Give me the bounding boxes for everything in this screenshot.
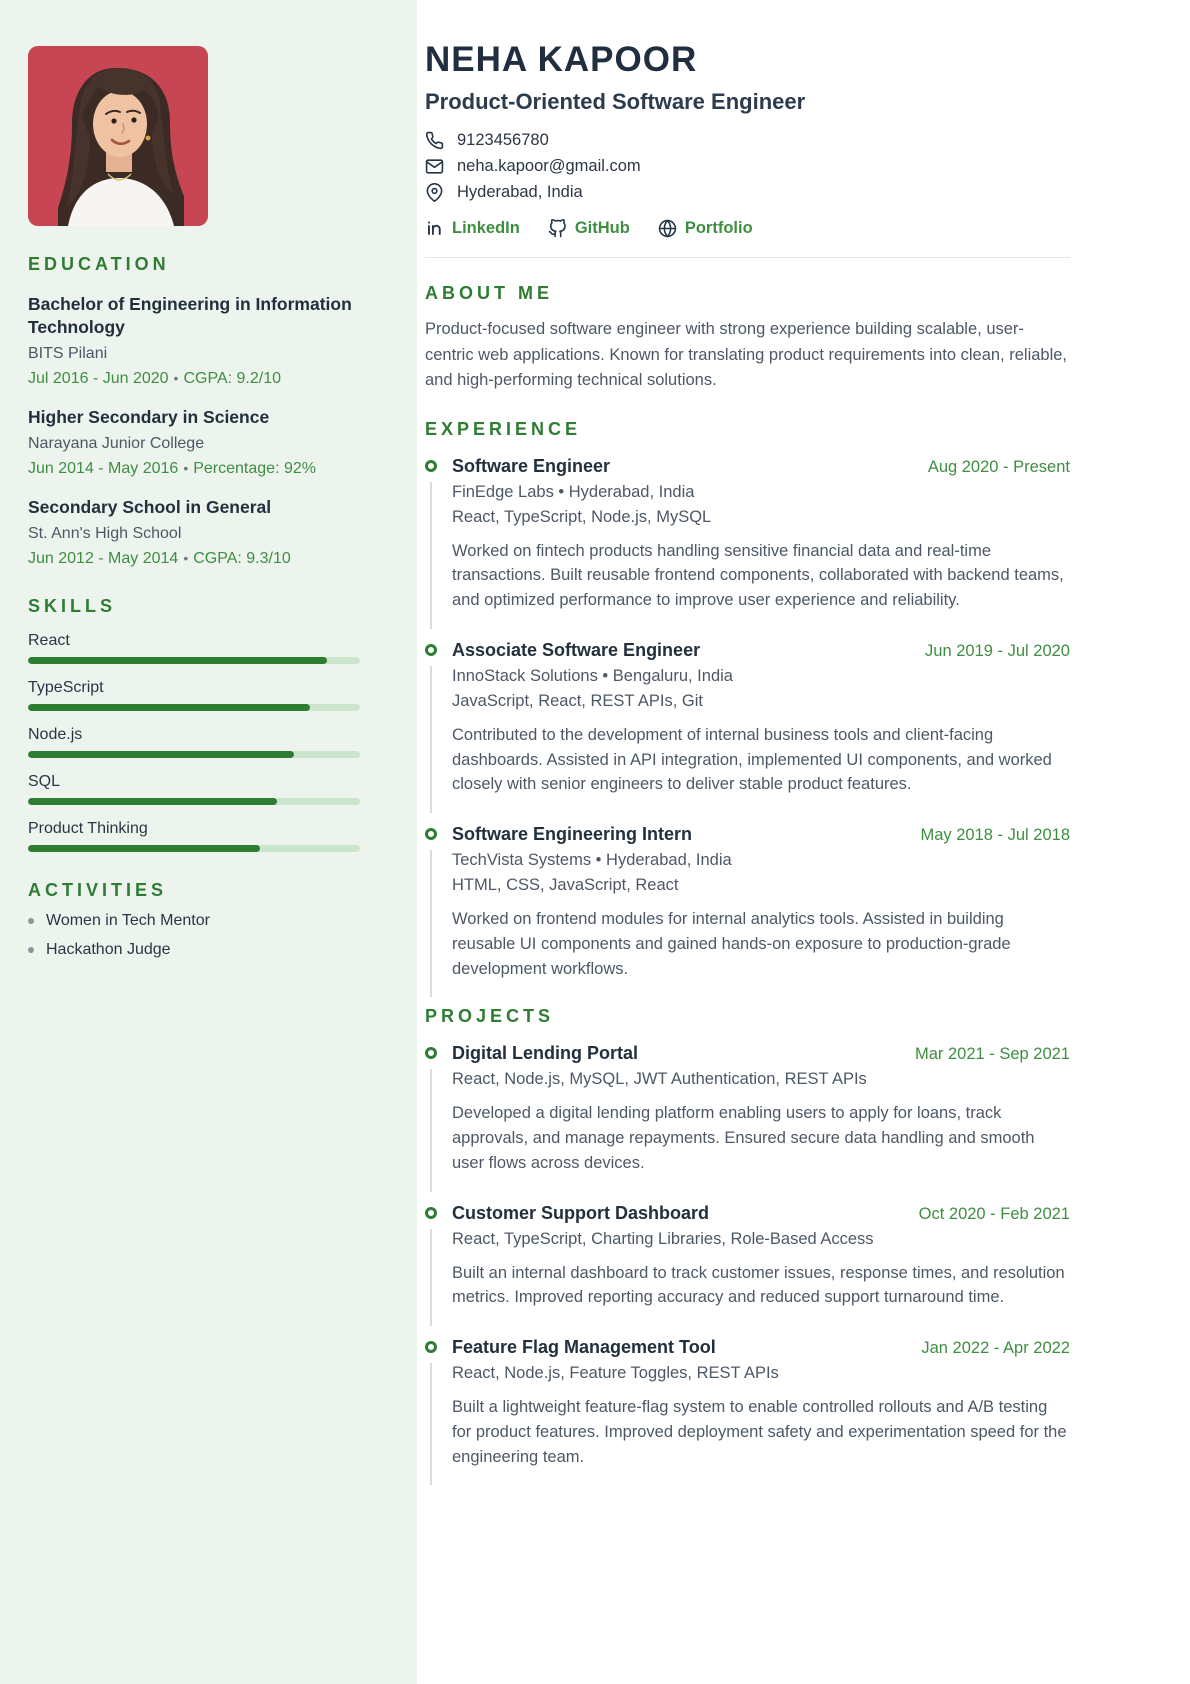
degree-title: Secondary School in General: [28, 497, 272, 518]
education-entry: [28, 406, 387, 478]
education-dates: [28, 370, 387, 388]
email-icon: [425, 157, 444, 176]
job-company: InnoStack Solutions • Bengaluru, India: [452, 666, 733, 685]
project-title: Digital Lending Portal: [452, 1043, 639, 1064]
contact-list: [425, 131, 1070, 202]
experience-entry: [425, 456, 1070, 613]
social-links-row: [425, 219, 1070, 238]
job-date-range: Aug 2020 - Present: [927, 457, 1070, 476]
portfolio-link[interactable]: [658, 219, 753, 238]
job-title: Software Engineering Intern: [452, 824, 693, 845]
github-icon: [548, 219, 567, 238]
skill-bar-track: [28, 798, 360, 805]
school-name: St. Ann's High School: [28, 525, 182, 543]
location-row: [425, 183, 1070, 202]
skill-name: Product Thinking: [28, 820, 148, 838]
project-description: Built an internal dashboard to track customer issues, response times, and resolution metrics. Improved reporting accuracy and reduced support turnaround time.: [452, 1263, 1065, 1307]
experience-entry: [425, 824, 1070, 981]
phone-number: 9123456780: [457, 131, 549, 149]
skill-bar-track: [28, 845, 360, 852]
education-dates: [28, 460, 387, 478]
job-date-range: Jun 2019 - Jul 2020: [925, 641, 1070, 660]
github-link[interactable]: [548, 219, 630, 238]
project-entry: [425, 1337, 1070, 1469]
education-heading: EDUCATION: [28, 254, 170, 274]
education-entry: [28, 496, 387, 568]
job-company: TechVista Systems • Hyderabad, India: [452, 851, 732, 870]
timeline-dot-icon: [425, 1047, 437, 1059]
email-address: neha.kapoor@gmail.com: [457, 157, 641, 175]
profile-photo: [28, 46, 208, 226]
portfolio-label: Portfolio: [684, 219, 753, 237]
education-period: Jun 2014 - May 2016: [28, 460, 179, 478]
education-metric: CGPA: 9.2/10: [183, 370, 281, 388]
github-label: GitHub: [574, 219, 630, 237]
skill-bar-track: [28, 657, 360, 664]
project-date-range: Oct 2020 - Feb 2021: [918, 1204, 1070, 1223]
skill-bar-fill: [28, 751, 294, 758]
person-name: NEHA KAPOOR: [425, 40, 698, 79]
linkedin-icon: [425, 219, 444, 238]
skill-item: [28, 679, 387, 711]
degree-title: Bachelor of Engineering in Information Technology: [28, 294, 352, 338]
education-metric: Percentage: 92%: [193, 460, 316, 478]
bullet-separator: •: [183, 550, 189, 567]
job-description: Worked on fintech products handling sensitive financial data and real-time transactions. Built reusable frontend components, collaborated with backend teams, and optimized performance to improve user experience and reliability.: [452, 541, 1064, 610]
job-tech-stack: JavaScript, React, REST APIs, Git: [452, 691, 703, 710]
phone-row: [425, 131, 1070, 150]
project-entries: [425, 1043, 1070, 1469]
school-name: BITS Pilani: [28, 345, 108, 363]
skill-bar-track: [28, 751, 360, 758]
project-title: Customer Support Dashboard: [452, 1202, 710, 1223]
education-period: Jun 2012 - May 2014: [28, 550, 179, 568]
bullet-separator: •: [183, 460, 189, 477]
timeline-dot-icon: [425, 1341, 437, 1353]
job-tech-stack: React, TypeScript, Node.js, MySQL: [452, 507, 712, 526]
project-entry: [425, 1203, 1070, 1311]
timeline-line: [430, 1069, 432, 1191]
project-tech-stack: React, Node.js, Feature Toggles, REST APIs: [452, 1364, 779, 1383]
skill-item: [28, 773, 387, 805]
bullet-separator: •: [173, 370, 179, 387]
project-title: Feature Flag Management Tool: [452, 1337, 716, 1358]
linkedin-label: LinkedIn: [452, 219, 520, 237]
job-title: Associate Software Engineer: [452, 639, 701, 660]
timeline-dot-icon: [425, 828, 437, 840]
project-entry: [425, 1043, 1070, 1175]
timeline-line: [430, 1229, 432, 1327]
about-text: Product-focused software engineer with strong experience building scalable, user-centric web applications. Known for translating product requirements into clean, reliable, and high-performing technical solutions.: [425, 320, 1068, 390]
activities-heading: ACTIVITIES: [28, 880, 168, 901]
skill-bar-fill: [28, 704, 310, 711]
location-pin-icon: [425, 183, 444, 202]
phone-icon: [425, 131, 444, 150]
skill-bar-fill: [28, 657, 327, 664]
timeline-dot-icon: [425, 644, 437, 656]
portrait-image: [28, 46, 208, 226]
degree-title: Higher Secondary in Science: [28, 407, 270, 428]
skill-item: [28, 820, 387, 852]
timeline-line: [430, 1363, 432, 1485]
activity-label: Hackathon Judge: [46, 941, 171, 959]
timeline-line: [430, 666, 432, 813]
skill-item: [28, 632, 387, 664]
project-description: Developed a digital lending platform enabling users to apply for loans, track approvals, and manage repayments. Ensured secure data handling and smooth user flows across devices.: [452, 1104, 1035, 1172]
experience-entries: [425, 456, 1070, 982]
main-content: [417, 0, 1190, 1684]
education-dates: [28, 550, 387, 568]
location-text: Hyderabad, India: [457, 183, 583, 201]
timeline-dot-icon: [425, 1207, 437, 1219]
person-job-title: Product-Oriented Software Engineer: [425, 89, 806, 114]
skill-bar-fill: [28, 845, 260, 852]
timeline-line: [430, 482, 432, 629]
project-tech-stack: React, TypeScript, Charting Libraries, Role-Based Access: [452, 1229, 874, 1248]
job-tech-stack: HTML, CSS, JavaScript, React: [452, 876, 679, 895]
job-title: Software Engineer: [452, 455, 611, 476]
skill-name: Node.js: [28, 726, 83, 744]
projects-heading: PROJECTS: [425, 1006, 555, 1027]
activity-label: Women in Tech Mentor: [46, 912, 210, 930]
activity-item: [28, 941, 387, 959]
project-description: Built a lightweight feature-flag system to enable controlled rollouts and A/B testing for product features. Improved deployment safety and experimentation speed for the engineering team.: [452, 1398, 1067, 1466]
skill-bar-track: [28, 704, 360, 711]
skills-heading: SKILLS: [28, 596, 117, 617]
project-date-range: Mar 2021 - Sep 2021: [914, 1045, 1070, 1064]
skill-name: TypeScript: [28, 679, 104, 697]
activity-item: [28, 912, 387, 930]
skill-name: SQL: [28, 773, 61, 791]
about-heading: ABOUT ME: [425, 283, 553, 303]
education-entry: [28, 293, 387, 388]
globe-icon: [658, 219, 677, 238]
job-description: Contributed to the development of internal business tools and client-facing dashboards. Assisted in API integration, implemented UI components, and worked closely with senior engineers to deliver stable product features.: [452, 725, 1052, 794]
project-date-range: Jan 2022 - Apr 2022: [921, 1339, 1070, 1358]
sidebar: [0, 0, 417, 1684]
experience-heading: EXPERIENCE: [425, 418, 582, 439]
education-metric: CGPA: 9.3/10: [193, 550, 291, 568]
job-company: FinEdge Labs • Hyderabad, India: [452, 482, 695, 501]
school-name: Narayana Junior College: [28, 435, 205, 453]
skill-item: [28, 726, 387, 758]
skill-name: React: [28, 632, 70, 650]
linkedin-link[interactable]: [425, 219, 520, 238]
project-tech-stack: React, Node.js, MySQL, JWT Authentication, REST APIs: [452, 1070, 867, 1089]
job-description: Worked on frontend modules for internal analytics tools. Assisted in building reusable UI components and gained hands-on exposure to production-grade development workflows.: [452, 910, 1011, 978]
experience-entry: [425, 640, 1070, 797]
bullet-dot-icon: [28, 947, 34, 953]
timeline-line: [430, 850, 432, 997]
email-row: [425, 157, 1070, 176]
bullet-dot-icon: [28, 918, 34, 924]
header-divider: [425, 257, 1070, 258]
skill-bar-fill: [28, 798, 277, 805]
education-period: Jul 2016 - Jun 2020: [28, 370, 169, 388]
timeline-dot-icon: [425, 460, 437, 472]
job-date-range: May 2018 - Jul 2018: [920, 826, 1070, 845]
